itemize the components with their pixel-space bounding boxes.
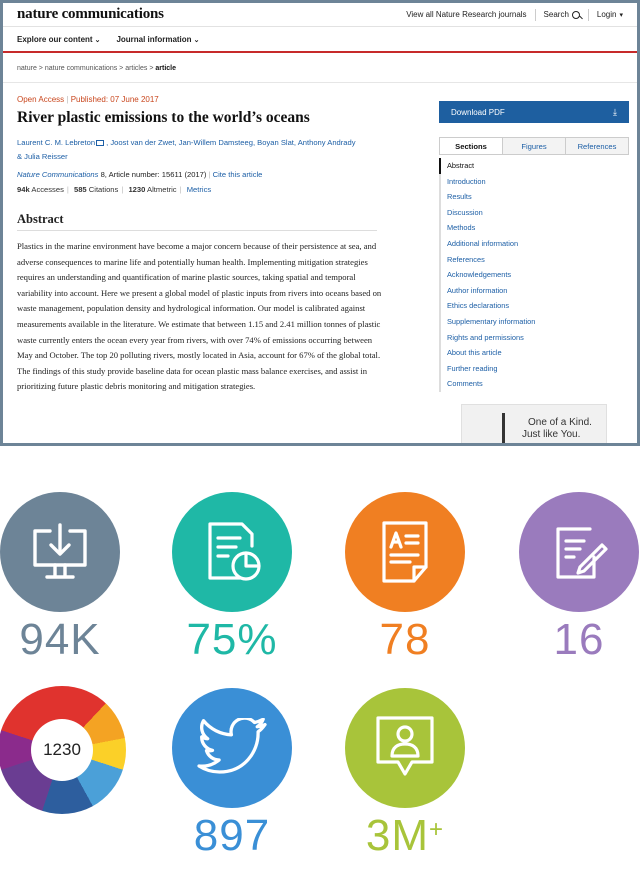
- published-date: Published: 07 June 2017: [70, 95, 159, 104]
- explore-label: Explore our content: [17, 34, 93, 44]
- section-link-about[interactable]: About this article: [447, 348, 502, 358]
- article-title: River plastic emissions to the world’s oceans: [17, 109, 310, 126]
- tweets-value: 897: [193, 811, 271, 860]
- downloads-value: 94K: [19, 615, 101, 664]
- sidebar-tabs: [439, 137, 629, 155]
- download-pdf-button[interactable]: [439, 101, 629, 123]
- download-icon: ⤓: [613, 106, 617, 117]
- article-sidebar: [439, 101, 629, 392]
- ad-text: [522, 417, 592, 441]
- altmetric-count: 1230: [128, 185, 146, 194]
- article-number: 8, Article number: 15611 (2017): [98, 170, 207, 179]
- tab-references[interactable]: References: [566, 138, 628, 154]
- search-label: Search: [543, 10, 569, 19]
- metric-reach: [330, 688, 480, 860]
- reach-value: [330, 812, 480, 860]
- altmetric-score: 1230: [31, 719, 93, 781]
- article-stats: 94k Accesses | 585 Citations | 1230 Altmetric | Metrics: [17, 185, 212, 194]
- email-icon[interactable]: [96, 140, 104, 146]
- breadcrumb: nature > nature communications > articles > article: [3, 53, 637, 83]
- metric-downloads: [0, 492, 135, 664]
- reach-plus: +: [429, 816, 445, 843]
- author-link[interactable]: Laurent C. M. Lebreton: [17, 138, 96, 147]
- login-button[interactable]: [597, 10, 623, 19]
- cite-link[interactable]: Cite this article: [212, 170, 263, 179]
- section-link-additional-information[interactable]: Additional information: [447, 238, 519, 248]
- accesses-label: Accesses: [31, 185, 64, 194]
- citation-line: Nature Communications 8, Article number: 15611 (2017) | Cite this article: [17, 170, 263, 179]
- citations-value: 78: [379, 615, 431, 664]
- divider: [588, 9, 589, 21]
- abstract-heading: Abstract: [17, 212, 377, 231]
- section-link-further-reading[interactable]: Further reading: [447, 363, 498, 373]
- breadcrumb-item[interactable]: nature: [17, 65, 37, 72]
- breadcrumb-item[interactable]: nature communications: [44, 65, 118, 72]
- tab-figures[interactable]: Figures: [503, 138, 566, 154]
- journal-name[interactable]: Nature Communications: [17, 170, 99, 179]
- section-link-discussion[interactable]: Discussion: [447, 207, 483, 217]
- metric-citations: [330, 492, 480, 664]
- open-access-badge: Open Access: [17, 95, 65, 104]
- section-link-methods[interactable]: Methods: [447, 223, 476, 233]
- chevron-down-icon: ⌄: [94, 36, 101, 44]
- breadcrumb-item[interactable]: articles: [125, 65, 148, 72]
- sub-nav: [3, 27, 637, 53]
- document-pencil-icon: [519, 492, 639, 612]
- download-monitor-icon: [0, 492, 120, 612]
- accesses-count: 94k: [17, 185, 30, 194]
- site-header: [3, 3, 637, 27]
- section-link-ethics[interactable]: Ethics declarations: [447, 301, 510, 311]
- metric-mentions: [504, 492, 640, 664]
- document-text-icon: [345, 492, 465, 612]
- pen-image: [502, 413, 505, 446]
- twitter-bird-icon: [172, 688, 292, 808]
- section-list: [439, 158, 629, 392]
- abstract-text: Plastics in the marine environment have become a major concern because of their persistence at sea, and adverse consequences to marine life and potentially human health. Implementing mitigation strategies requires an understanding and quantification of marine plastic sources, taking spatial and temporal variability into account. Here we present a global model of plastic inputs from rivers into oceans based on waste management, population density and hydrological information. Our model is calibrated against measurements available in the literature. We estimate that between 1.15 and 2.41 million tonnes of plastic waste currently enters the ocean every year from rivers, with over 74% of emissions occurring between May and October. The top 20 polluting rivers, mostly located in Asia, account for 67% of the global total. The findings of this study provide baseline data for ocean plastic mass balance exercises, and assist in prioritizing future plastic debris monitoring and mitigation strategies.: [17, 241, 382, 392]
- altmetric-donut-icon: [0, 686, 126, 814]
- article-main: [17, 95, 387, 395]
- section-link-comments[interactable]: Comments: [447, 379, 483, 389]
- mentions-value: 16: [553, 615, 605, 664]
- report-pie-chart-icon: [172, 492, 292, 612]
- chevron-down-icon: ▾: [619, 11, 623, 19]
- percentile-value: 75%: [186, 615, 278, 664]
- all-journals-link[interactable]: View all Nature Research journals: [406, 10, 527, 19]
- explore-menu[interactable]: [17, 35, 100, 44]
- ad-line: One of a Kind.: [528, 417, 592, 428]
- section-link-author-information[interactable]: Author information: [447, 285, 508, 295]
- tab-sections[interactable]: Sections: [440, 138, 503, 154]
- search-button[interactable]: [544, 10, 580, 19]
- ad-line: Just like You.: [522, 429, 581, 440]
- person-speech-bubble-icon: [345, 688, 465, 808]
- metric-percentile: [157, 492, 307, 664]
- section-link-introduction[interactable]: Introduction: [447, 176, 486, 186]
- metrics-link[interactable]: Metrics: [186, 185, 212, 194]
- site-logo[interactable]: nature communications: [17, 6, 164, 22]
- altmetric-label: Altmetric: [147, 185, 177, 194]
- citations-label: Citations: [88, 185, 119, 194]
- breadcrumb-current: article: [155, 65, 176, 72]
- metric-altmetric: [0, 686, 137, 814]
- author-links[interactable]: , Joost van der Zwet, Jan-Willem Damsteeg, Boyan Slat, Anthony Andrady: [106, 138, 356, 147]
- citations-count: 585: [73, 185, 87, 194]
- advertisement[interactable]: [461, 404, 607, 446]
- section-link-supplementary[interactable]: Supplementary information: [447, 316, 536, 326]
- top-nav: [406, 9, 623, 21]
- reach-number: 3M: [365, 811, 430, 860]
- section-link-abstract[interactable]: Abstract: [439, 158, 629, 174]
- section-link-results[interactable]: Results: [447, 192, 472, 202]
- journal-info-label: Journal information: [116, 34, 192, 44]
- search-icon: [572, 11, 580, 19]
- journal-info-menu[interactable]: [116, 35, 199, 44]
- login-label: Login: [596, 10, 617, 19]
- metric-tweets: [157, 688, 307, 860]
- author-list: [17, 136, 387, 164]
- divider: [535, 9, 536, 21]
- section-link-rights[interactable]: Rights and permissions: [447, 332, 524, 342]
- section-link-acknowledgements[interactable]: Acknowledgements: [447, 270, 512, 280]
- article-meta: Open Access | Published: 07 June 2017: [17, 95, 159, 104]
- chevron-down-icon: ⌄: [193, 36, 200, 44]
- section-link-references[interactable]: References: [447, 254, 485, 264]
- author-link[interactable]: & Julia Reisser: [17, 152, 68, 161]
- download-pdf-label: Download PDF: [451, 107, 505, 117]
